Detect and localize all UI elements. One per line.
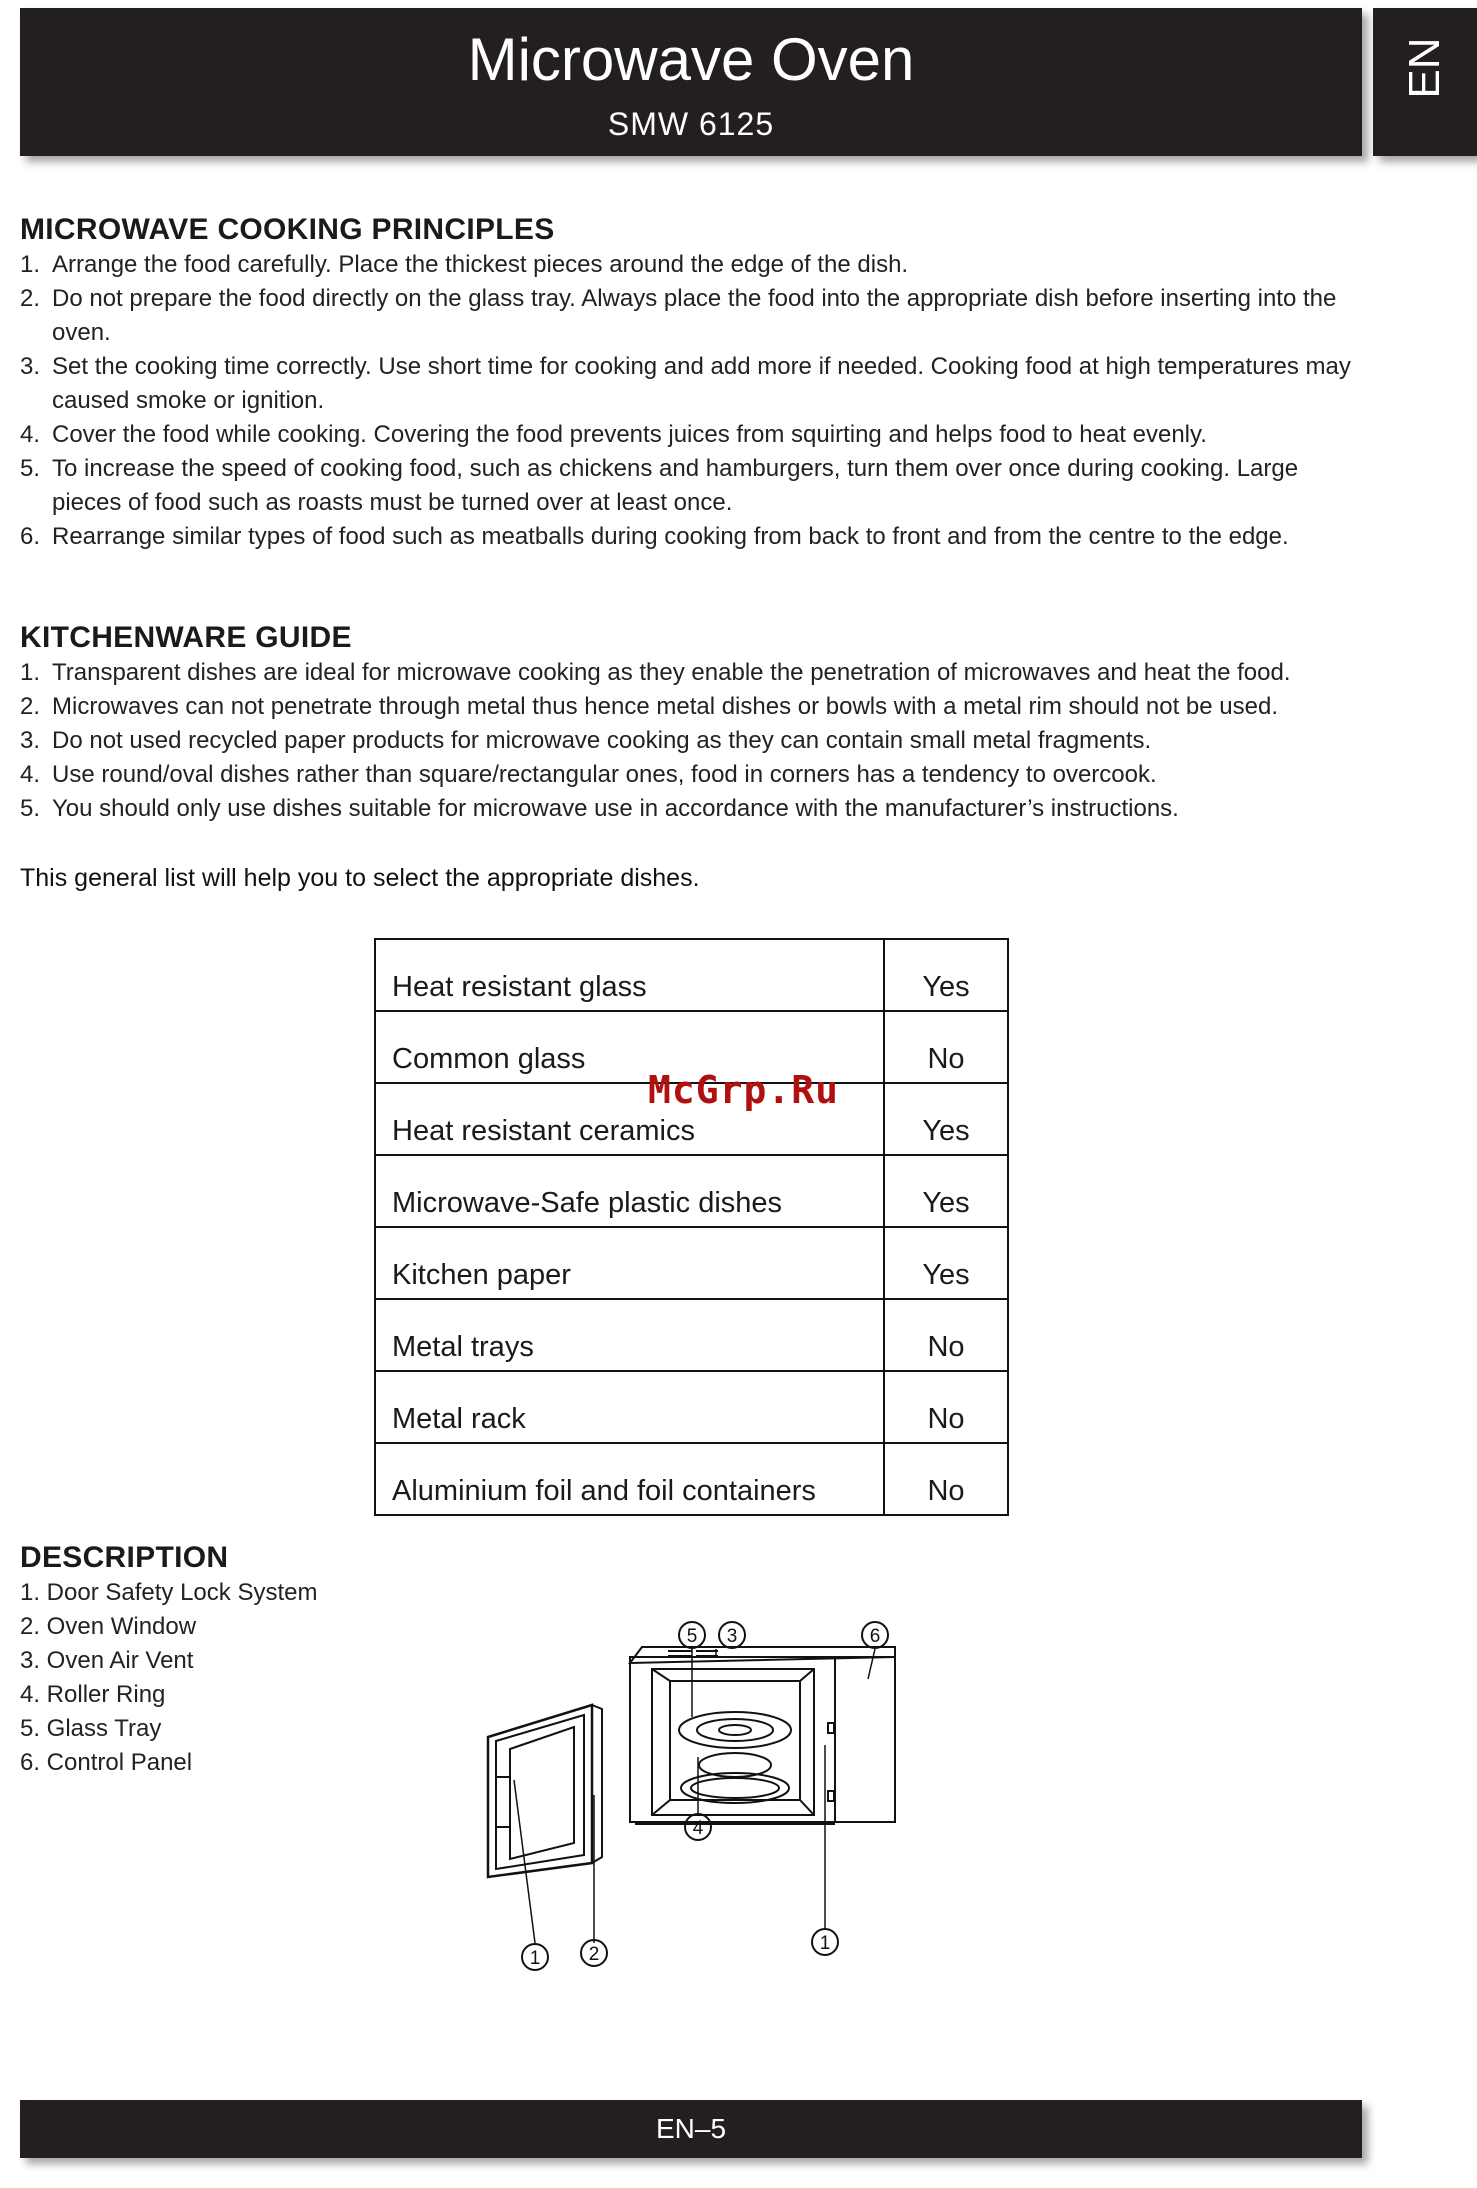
watermark: McGrp.Ru	[648, 1068, 840, 1112]
callout-leaders	[514, 1648, 875, 1943]
dish-name: Aluminium foil and foil containers	[375, 1443, 884, 1515]
item-number: 1.	[20, 251, 41, 278]
list-item	[20, 452, 1370, 520]
item-text: Rearrange similar types of food such as meatballs during cooking from back to front and from the centre to the edge.	[52, 523, 1289, 550]
cooking-principles-section	[20, 212, 1370, 554]
list-item	[20, 792, 1370, 826]
list-item	[20, 758, 1370, 792]
list-item	[20, 248, 1370, 282]
dish-name: Metal trays	[375, 1299, 884, 1371]
item-text: You should only use dishes suitable for microwave use in accordance with the manufacturer’s instructions.	[52, 795, 1179, 822]
item-text: Arrange the food carefully. Place the thickest pieces around the edge of the dish.	[52, 251, 909, 278]
list-item: 2. Oven Window	[20, 1613, 197, 1640]
dish-suitability: No	[884, 1299, 1008, 1371]
list-item	[20, 656, 1370, 690]
dishes-intro: This general list will help you to select the appropriate dishes.	[20, 864, 700, 892]
kitchenware-guide-heading: KITCHENWARE GUIDE	[20, 621, 352, 654]
cavity-left-edge	[652, 1681, 670, 1815]
page-header	[20, 8, 1362, 156]
oven-window	[510, 1727, 574, 1859]
cavity-top-edge	[652, 1669, 814, 1681]
list-item	[20, 724, 1370, 758]
table-row	[375, 939, 1008, 1011]
cooking-principles-heading: MICROWAVE COOKING PRINCIPLES	[20, 213, 555, 246]
oven-cavity	[652, 1669, 814, 1815]
item-number: 2.	[20, 693, 41, 720]
list-item: 4. Roller Ring	[20, 1681, 166, 1708]
list-item	[20, 520, 1370, 554]
dishes-table	[374, 938, 1009, 1516]
callout-3-label: 3	[726, 1626, 738, 1647]
lock-hole-lower	[828, 1791, 834, 1801]
dish-suitability: No	[884, 1443, 1008, 1515]
dish-suitability: Yes	[884, 1227, 1008, 1299]
item-number: 2.	[20, 285, 41, 312]
list-item	[20, 350, 1370, 418]
callout-1-right-label: 1	[819, 1933, 831, 1954]
item-number: 5.	[20, 455, 41, 482]
table-row	[375, 1299, 1008, 1371]
dish-name: Metal rack	[375, 1371, 884, 1443]
language-tab	[1373, 8, 1477, 156]
callout-2-label: 2	[588, 1944, 600, 1965]
glass-tray	[679, 1712, 791, 1748]
dish-name: Heat resistant glass	[375, 939, 884, 1011]
item-number: 1.	[20, 659, 41, 686]
item-number: 3.	[20, 727, 41, 754]
dish-name: Kitchen paper	[375, 1227, 884, 1299]
list-item	[20, 418, 1370, 452]
microwave-diagram	[470, 1605, 910, 1985]
callout-1-left-label: 1	[529, 1948, 541, 1969]
cooking-principles-list	[20, 248, 1370, 554]
item-text: Microwaves can not penetrate through metal thus hence metal dishes or bowls with a metal rim should not be used.	[52, 693, 1278, 720]
dish-name: Microwave-Safe plastic dishes	[375, 1155, 884, 1227]
item-text: Set the cooking time correctly. Use short time for cooking and add more if needed. Cooking food at high temperatures may caused smoke or ignition.	[52, 353, 1351, 414]
dish-name: Common glass	[375, 1011, 884, 1083]
list-item: 6. Control Panel	[20, 1749, 193, 1776]
item-number: 4.	[20, 421, 41, 448]
list-item: 1. Door Safety Lock System	[20, 1579, 318, 1606]
callout-5-label: 5	[686, 1626, 698, 1647]
item-number: 5.	[20, 795, 41, 822]
list-item: 3. Oven Air Vent	[20, 1647, 194, 1674]
item-text: To increase the speed of cooking food, such as chickens and hamburgers, turn them over once during cooking. Large pieces of food such as roasts must be turned over at least once.	[52, 455, 1299, 516]
table-row	[375, 1227, 1008, 1299]
dish-name: Heat resistant ceramics	[375, 1083, 884, 1155]
item-text: Use round/oval dishes rather than square/rectangular ones, food in corners has a tendency to overcook.	[52, 761, 1157, 788]
item-number: 4.	[20, 761, 41, 788]
table-row	[375, 1371, 1008, 1443]
item-text: Do not used recycled paper products for microwave cooking as they can contain small metal fragments.	[52, 727, 1152, 754]
list-item	[20, 690, 1370, 724]
glass-tray-center	[719, 1725, 751, 1735]
language-label: EN	[1400, 37, 1449, 99]
dish-suitability: Yes	[884, 939, 1008, 1011]
dish-suitability: No	[884, 1371, 1008, 1443]
page-title: Microwave Oven	[467, 26, 915, 93]
item-text: Transparent dishes are ideal for microwave cooking as they enable the penetration of microwaves and heat the food.	[52, 659, 1291, 686]
table-row	[375, 1155, 1008, 1227]
list-item	[20, 282, 1370, 350]
item-text: Cover the food while cooking. Covering the food prevents juices from squirting and helps food to heat evenly.	[52, 421, 1207, 448]
callout-6-label: 6	[869, 1626, 881, 1647]
lock-hole-upper	[828, 1723, 834, 1733]
list-item: 5. Glass Tray	[20, 1715, 162, 1742]
model-number: SMW 6125	[607, 106, 775, 142]
page-footer	[20, 2100, 1362, 2158]
callout-4-label: 4	[692, 1818, 704, 1839]
glass-tray-ring	[697, 1719, 773, 1741]
dish-suitability: Yes	[884, 1083, 1008, 1155]
kitchenware-guide-list	[20, 656, 1370, 826]
description-heading: DESCRIPTION	[20, 1541, 229, 1574]
cavity-right-edge	[800, 1681, 814, 1815]
air-vent-marks	[668, 1651, 718, 1656]
item-text: Do not prepare the food directly on the glass tray. Always place the food into the appropriate dish before inserting into the oven.	[52, 285, 1337, 346]
item-number: 3.	[20, 353, 41, 380]
kitchenware-guide-section	[20, 620, 1370, 826]
dish-suitability: No	[884, 1011, 1008, 1083]
dish-suitability: Yes	[884, 1155, 1008, 1227]
page-number: EN–5	[655, 2113, 727, 2144]
table-row	[375, 1443, 1008, 1515]
item-number: 6.	[20, 523, 41, 550]
roller-ring-inner	[691, 1778, 779, 1798]
